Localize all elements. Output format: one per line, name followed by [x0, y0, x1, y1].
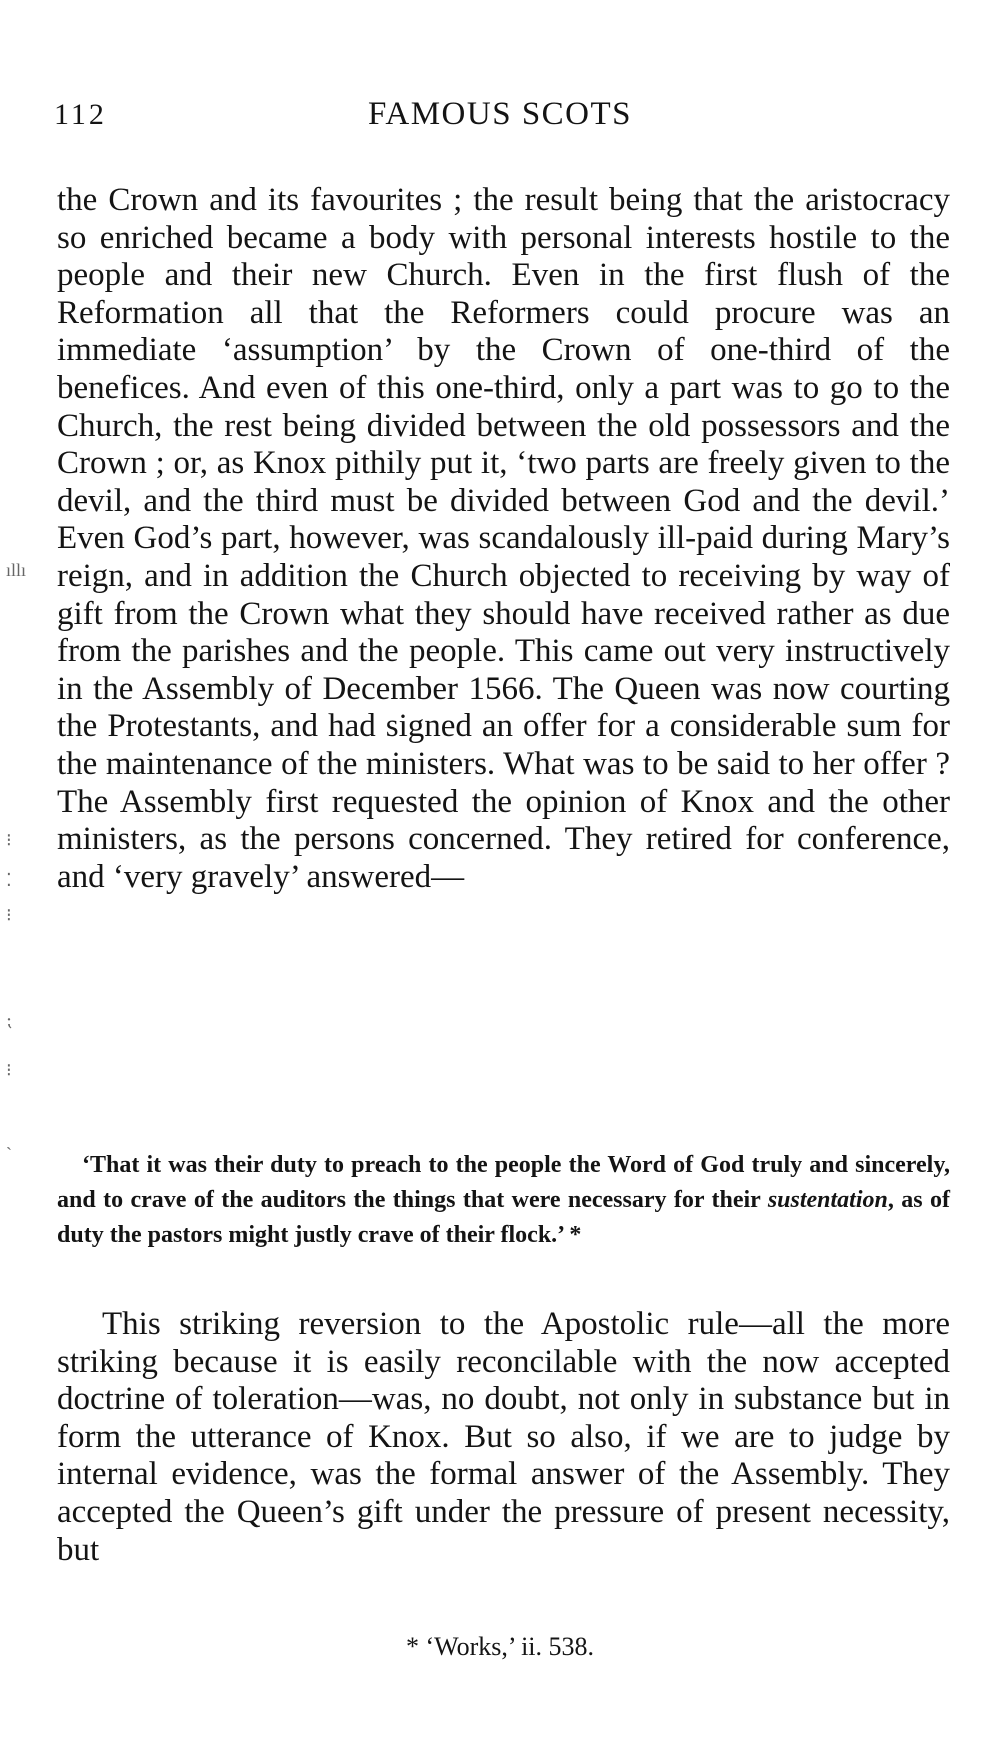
block-quote	[57, 1148, 950, 1253]
quote-text-end: , as of duty the pastors might justly crave of their flock.’ *	[57, 1187, 950, 1248]
page-number: 112	[54, 98, 107, 131]
quote-text-start: ‘That it was their duty to preach to the people the Word of God truly and sincerely, and to crave of the auditors the things that were necessary for their	[57, 1152, 950, 1213]
paragraph-1: the Crown and its favourites ; the result being that the aristocracy so enriched became a body with personal interests hostile to the people and their new Church. Even in the first flush of the Reformation all that the Reformers could procure was an immediate ‘assumption’ by the Crown of one-third of the benefices. And even of this one-third, only a part was to go to the Church, the rest being divided between the old possessors and the Crown ; or, as Knox pithily put it, ‘two parts are freely given to the devil, and the third must be divided between God and the devil.’ Even God’s part, however, was scandalously ill-paid during Mary’s reign, and in addition the Church objected to receiving by way of gift from the Crown what they should have received rather as due from the parishes and the people. This came out very instructively in the Assembly of December 1566. The Queen was now courting the Protestants, and had signed an offer for a considerable sum for the maintenance of the ministers. What was to be said to her offer ? The Assembly first requested the opinion of Knox and the other ministers, as the persons concerned. They retired for conference, and ‘very gravely’ answered—	[57, 182, 950, 895]
quote-emphasis: sustentation	[767, 1187, 888, 1213]
margin-marks: ıllı ⁝ ⁚ ⁝ ⁏ ⁝ ˎ	[6, 560, 27, 1150]
running-title: FAMOUS SCOTS	[367, 96, 633, 132]
footnote: * ‘Works,’ ii. 538.	[405, 1632, 595, 1661]
paragraph-2: This striking reversion to the Apostolic rule—all the more striking because it is easily reconcilable with the now accepted doctrine of toleration—was, no doubt, not only in substance but in form the utterance of Knox. But so also, if we are to judge by internal evidence, was the formal answer of the Assembly. They accepted the Queen’s gift under the pressure of present necessity, but	[57, 1306, 950, 1568]
